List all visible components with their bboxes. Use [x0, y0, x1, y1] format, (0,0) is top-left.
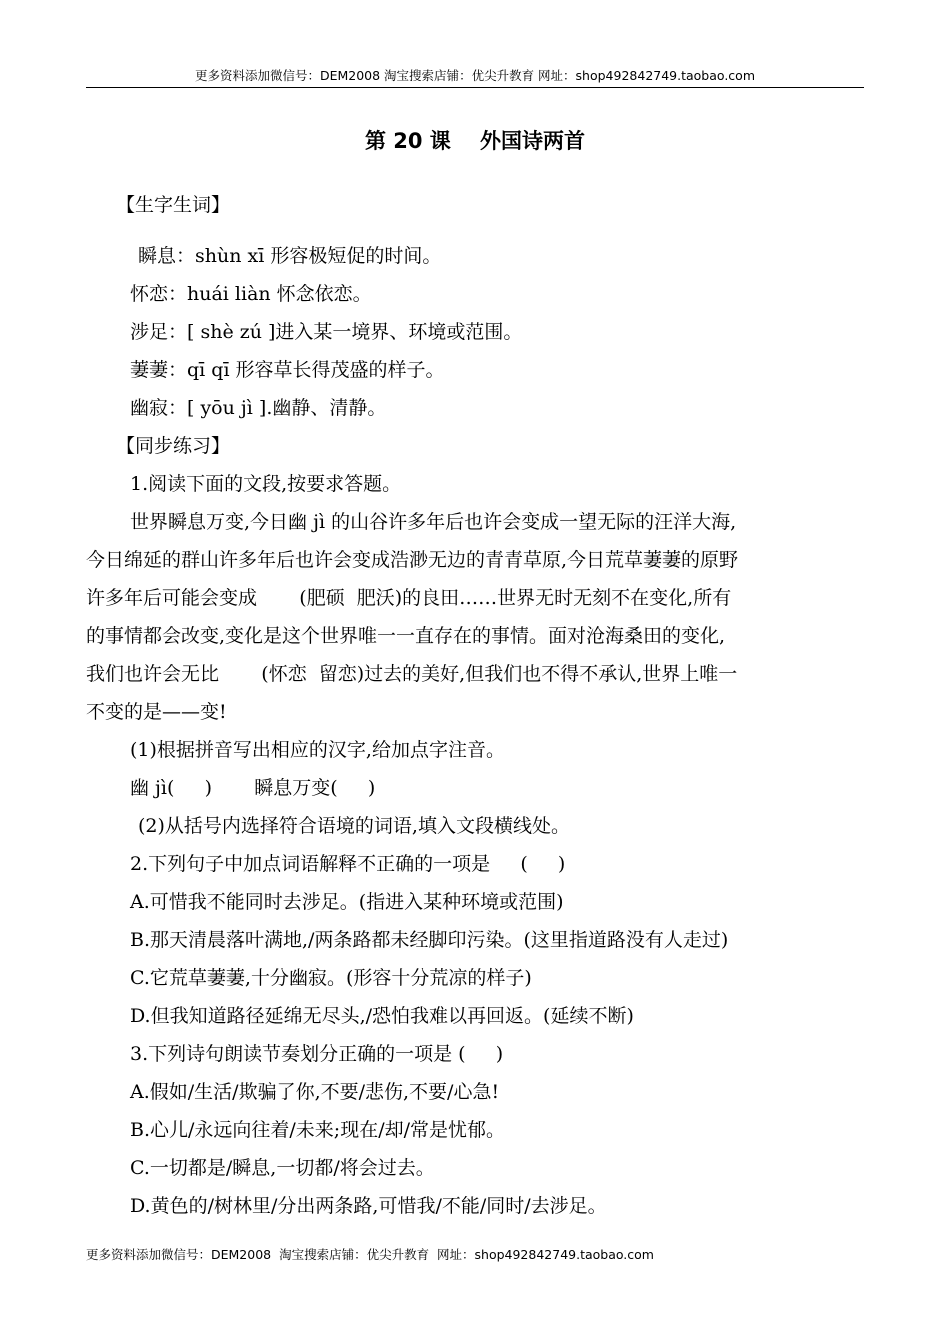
question-1-sub-1-blanks: 幽 jì( ) 瞬息万变( ) [130, 777, 376, 799]
question-3-option: D.黄色的/树林里/分出两条路,可惜我/不能/同时/去涉足。 [130, 1195, 607, 1217]
question-2-option: B.那天清晨落叶满地,/两条路都未经脚印污染。(这里指道路没有人走过) [130, 929, 729, 951]
passage-line: 不变的是——变! [86, 701, 227, 723]
question-3-option: B.心儿/永远向往着/未来;现在/却/常是忧郁。 [130, 1119, 506, 1141]
question-3-option: C.一切都是/瞬息,一切都/将会过去。 [130, 1157, 435, 1179]
vocab-heading: 【生字生词】 [116, 194, 231, 216]
passage-line: 的事情都会改变,变化是这个世界唯一一直存在的事情。面对沧海桑田的变化, [86, 625, 726, 647]
question-3-stem: 3.下列诗句朗读节奏划分正确的一项是 ( ) [130, 1043, 504, 1065]
vocab-item: 萋萋：qī qī 形容草长得茂盛的样子。 [130, 359, 445, 381]
vocab-item: 幽寂：[ yōu jì ].幽静、清静。 [130, 397, 387, 419]
page-header: 更多资料添加微信号：DEM2008 淘宝搜索店铺：优尖升教育 网址：shop492842749.taobao.com [194, 68, 756, 83]
passage-line: 今日绵延的群山许多年后也许会变成浩渺无边的青青草原,今日荒草萋萋的原野 [86, 549, 739, 571]
vocab-item: 涉足：[ shè zú ]进入某一境界、环境或范围。 [130, 321, 523, 343]
question-2-stem: 2.下列句子中加点词语解释不正确的一项是 ( ) [130, 853, 566, 875]
lesson-title: 第 20 课 外国诗两首 [364, 129, 586, 153]
passage-line: 世界瞬息万变,今日幽 jì 的山谷许多年后也许会变成一望无际的汪洋大海, [130, 511, 737, 533]
question-1-sub-2: (2)从括号内选择符合语境的词语,填入文段横线处。 [138, 815, 570, 837]
question-2-option: A.可惜我不能同时去涉足。(指进入某种环境或范围) [130, 891, 564, 913]
practice-heading: 【同步练习】 [116, 435, 231, 457]
vocab-item: 怀恋：huái liàn 怀念依恋。 [130, 283, 372, 305]
question-1-stem: 1.阅读下面的文段,按要求答题。 [130, 473, 402, 495]
question-3-option: A.假如/生活/欺骗了你,不要/悲伤,不要/心急! [130, 1081, 500, 1103]
question-2-option: C.它荒草萋萋,十分幽寂。(形容十分荒凉的样子) [130, 967, 532, 989]
question-1-sub-1: (1)根据拼音写出相应的汉字,给加点字注音。 [130, 739, 505, 761]
page-footer: 更多资料添加微信号：DEM2008 淘宝搜索店铺：优尖升教育 网址：shop492842749.taobao.com [86, 1247, 654, 1262]
header-divider [86, 87, 864, 88]
passage-line: 我们也许会无比 (怀恋 留恋)过去的美好,但我们也不得不承认,世界上唯一 [86, 663, 738, 685]
passage-line: 许多年后可能会变成 (肥硕 肥沃)的良田……世界无时无刻不在变化,所有 [86, 587, 732, 609]
vocab-item: 瞬息：shùn xī 形容极短促的时间。 [138, 245, 442, 267]
question-2-option: D.但我知道路径延绵无尽头,/恐怕我难以再回返。(延续不断) [130, 1005, 634, 1027]
